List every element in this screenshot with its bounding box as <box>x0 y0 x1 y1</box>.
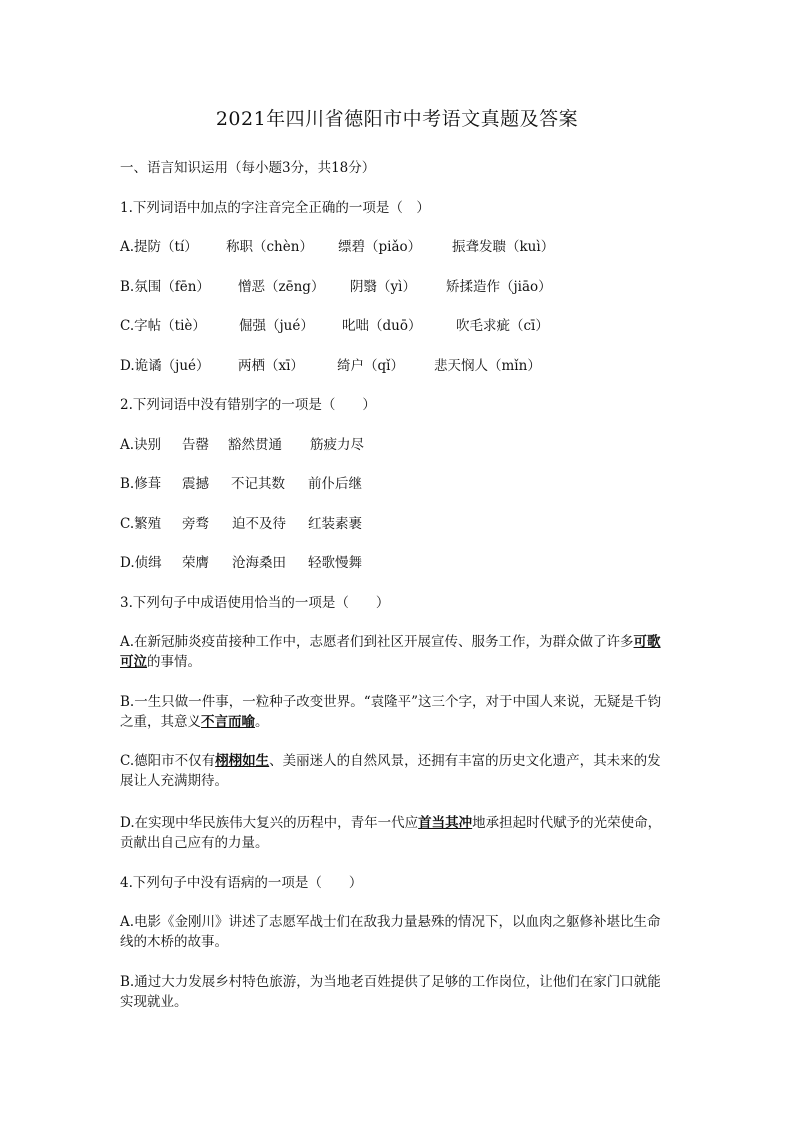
question-2-option-c <box>120 514 362 534</box>
question-2-option-a <box>120 435 364 455</box>
underlined-idiom: 栩栩如生 <box>215 753 270 769</box>
question-3-option-b: B.一生只做一件事，一粒种子改变世界。“袁隆平”这三个字，对于中国人来说，无疑是千钧之重，其意义不言而喻。 <box>120 694 662 730</box>
underlined-idiom: 不言而喻 <box>201 714 255 730</box>
option-word: 前仆后继 <box>308 476 362 492</box>
option-word: 振聋发聩（kuì） <box>452 239 555 255</box>
question-4-option-b: B.通过大力发展乡村特色旅游，为当地老百姓提供了足够的工作岗位，让他们在家门口就能实现就业。 <box>120 974 661 1010</box>
section-heading: 一、语言知识运用（每小题3分，共18分） <box>120 160 376 176</box>
option-word: 旁骛 <box>182 516 209 532</box>
option-word: 沧海桑田 <box>232 555 286 571</box>
question-3-option-d: D.在实现中华民族伟大复兴的历程中，青年一代应首当其冲地承担起时代赋予的光荣使命，贡献出自己应有的力量。 <box>120 815 662 851</box>
option-word: 吹毛求疵（cī） <box>456 318 549 334</box>
option-word: A.诀别 <box>120 437 162 453</box>
option-word: D.诡谲（jué） <box>120 358 210 374</box>
option-word: 叱咄（duō） <box>342 318 422 334</box>
option-word: A.提防（tí） <box>120 239 198 255</box>
option-word: 绮户（qǐ） <box>337 358 404 374</box>
option-word: 不记其数 <box>231 476 285 492</box>
option-word: C.字帖（tiè） <box>120 318 206 334</box>
option-word: B.修葺 <box>120 476 162 492</box>
option-word: 震撼 <box>182 476 209 492</box>
option-word: 筋疲力尽 <box>310 437 364 453</box>
option-word: 悲天悯人（mǐn） <box>434 358 541 374</box>
option-word: 豁然贯通 <box>228 437 282 453</box>
question-3-option-c: C.德阳市不仅有栩栩如生、美丽迷人的自然风景，还拥有丰富的历史文化遗产，其未来的发展让人充满期待。 <box>120 753 661 789</box>
question-1-stem: 1.下列词语中加点的字注音完全正确的一项是（ ） <box>120 200 430 216</box>
option-word: 告罄 <box>182 437 209 453</box>
question-3-stem: 3.下列句子中成语使用恰当的一项是（ ） <box>120 595 390 611</box>
option-word: 红装素裹 <box>308 516 362 532</box>
question-2-option-d <box>120 553 362 573</box>
underlined-idiom: 可歌可泣 <box>120 634 661 670</box>
question-2-option-b <box>120 474 362 494</box>
question-1-option-a <box>120 237 554 257</box>
question-1-option-b <box>120 277 552 297</box>
option-word: D.侦缉 <box>120 555 162 571</box>
option-word: 憎恶（zēng） <box>238 279 325 295</box>
question-3-option-a: A.在新冠肺炎疫苗接种工作中，志愿者们到社区开展宣传、服务工作，为群众做了许多可歌可泣的事情。 <box>120 634 661 670</box>
option-word: 矫揉造作（jiāo） <box>446 279 552 295</box>
option-word: B.氛围（fēn） <box>120 279 210 295</box>
question-1-option-d <box>120 356 541 376</box>
option-word: C.繁殖 <box>120 516 162 532</box>
option-word: 缥碧（piǎo） <box>338 239 422 255</box>
question-1-option-c <box>120 316 549 336</box>
option-word: 阴翳（yì） <box>350 279 416 295</box>
option-word: 称职（chèn） <box>226 239 313 255</box>
page-title: 2021年四川省德阳市中考语文真题及答案 <box>215 108 579 130</box>
question-2-stem: 2.下列词语中没有错别字的一项是（ ） <box>120 397 376 413</box>
question-4-stem: 4.下列句子中没有语病的一项是（ ） <box>120 875 363 891</box>
question-4-option-a: A.电影《金刚川》讲述了志愿军战士们在敌我力量悬殊的情况下，以血肉之躯修补堪比生命线的木桥的故事。 <box>120 914 661 950</box>
option-word: 荣膺 <box>182 555 209 571</box>
option-word: 轻歌慢舞 <box>308 555 362 571</box>
option-word: 两栖（xī） <box>238 358 304 374</box>
option-word: 迫不及待 <box>232 516 286 532</box>
underlined-idiom: 首当其冲 <box>418 815 473 831</box>
option-word: 倔强（jué） <box>239 318 314 334</box>
